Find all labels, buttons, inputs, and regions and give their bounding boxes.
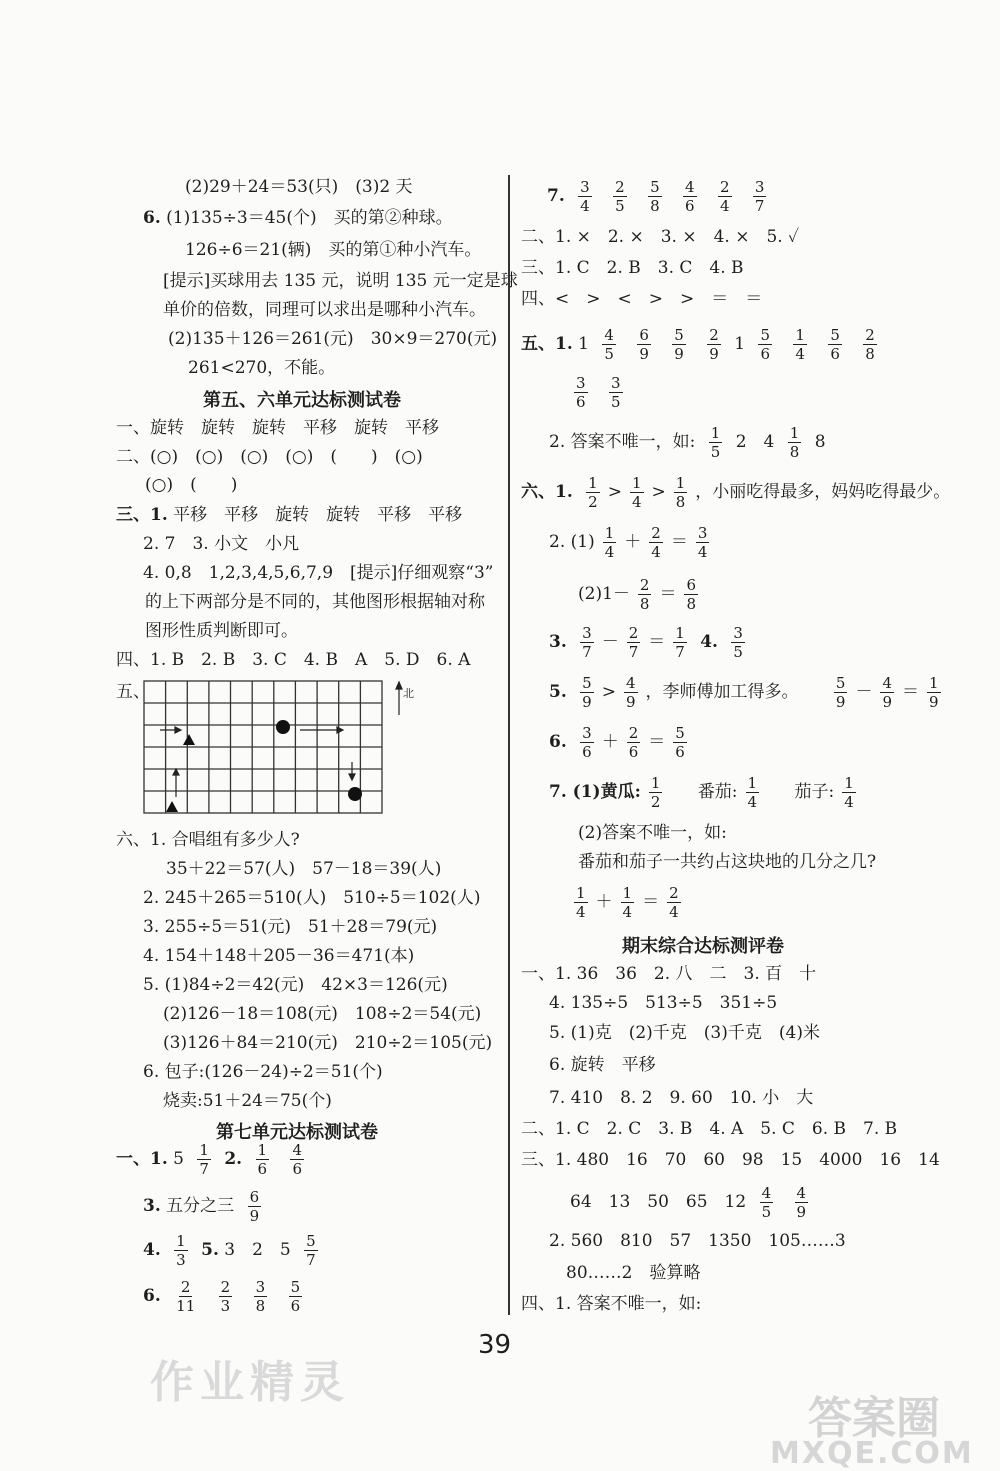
north-arrow-icon: [396, 682, 402, 715]
page-number: 39: [478, 1330, 512, 1360]
text-line: 三、1. C 2. B 3. C 4. B: [521, 258, 744, 278]
item-number: 3.: [143, 1196, 161, 1216]
text-line: 二、1. × 2. × 3. × 4. × 5. ✓: [521, 227, 800, 247]
text-line: 35＋22＝57(人) 57－18＝39(人): [166, 859, 442, 879]
fraction-line: [143, 1188, 269, 1225]
fraction-line: [143, 1232, 326, 1269]
text-line: 六、1. 合唱组有多少人?: [116, 830, 300, 850]
text: 8: [814, 432, 826, 452]
fraction-line: [116, 1141, 312, 1178]
text: 5: [173, 1149, 184, 1169]
fraction-line: [143, 1278, 310, 1315]
text-line: 的上下两部分是不同的，其他图形根据轴对称: [145, 592, 485, 612]
item-number: 五、1.: [521, 334, 573, 354]
fraction: $\frac{6}{9}$: [249, 1188, 260, 1225]
text: 2 4: [735, 432, 775, 452]
text: 平移 平移 旋转 旋转 平移 平移: [173, 505, 463, 525]
text: (1)135÷3＝45(个) 买的第②种球。: [166, 208, 453, 228]
triangle-shape-moved: [183, 734, 195, 745]
fraction: $\frac{1}{6}$: [257, 1141, 268, 1178]
text-line: 烧卖:51＋24＝75(个): [163, 1091, 332, 1111]
text-line: 6. 包子:(126－24)÷2＝51(个): [143, 1062, 383, 1082]
text-line: 2. 7 3. 小文 小凡: [143, 534, 300, 554]
text: 64 13 50 65 12: [570, 1192, 747, 1212]
fraction: $\frac{5}{7}$: [306, 1232, 316, 1269]
translation-grid-diagram: [143, 680, 415, 816]
fraction: $\frac{5}{6}$: [290, 1278, 301, 1315]
text-line: 3. 255÷5＝51(元) 51＋28＝79(元): [143, 917, 438, 937]
text: 2. 答案不唯一，如:: [549, 432, 696, 452]
text-line: 80……2 验算略: [566, 1263, 701, 1283]
fraction-line: $\frac{3}{6}$ $\frac{3}{5}$: [576, 374, 621, 411]
fraction: $\frac{4}{6}$: [292, 1141, 302, 1178]
fraction: $\frac{1}{7}$: [199, 1141, 209, 1178]
text: ，李师傅加工得多。: [645, 682, 799, 702]
fraction-line: (2)1－ $\frac{2}{8}$ ＝ $\frac{6}{8}$: [578, 576, 696, 613]
item-number: 3.: [549, 632, 567, 652]
fraction-line: 五、1. 1 $\frac{4}{5}$ $\frac{6}{9}$ $\frac{5}{9}$ $\frac{2}{9}$ 1 $\frac{5}{6}$ $\frac{1}{4}$ $\frac{5}{6}$ $\frac{2}{8}$: [521, 326, 875, 363]
text-line: 二、(○) (○) (○) (○) ( ) (○): [116, 447, 423, 467]
fraction-line: 64 13 50 65 12 $\frac{4}{5}$ $\frac{4}{9}$: [570, 1184, 807, 1221]
text-line: 261<270，不能。: [188, 358, 336, 378]
item-number: 六、1.: [521, 482, 573, 502]
fraction-line: 2. (1) $\frac{1}{4}$ ＋ $\frac{2}{4}$ ＝ $\frac{3}{4}$: [549, 524, 708, 561]
fraction-line: 六、1. $\frac{1}{2}$ > $\frac{1}{4}$ > $\frac{1}{8}$ ，小丽吃得最多，妈妈吃得最少。: [521, 474, 951, 511]
text: 2. (1): [549, 532, 595, 552]
fraction-line: 2. 答案不唯一，如: $\frac{1}{5}$ 2 4 $\frac{1}{8}$ 8: [549, 424, 826, 461]
text-line: 四、< > < > > ＝ ＝: [521, 289, 763, 309]
item-number: 三、1.: [116, 505, 168, 525]
text-line: 4. 135÷5 513÷5 351÷5: [549, 993, 778, 1013]
fraction: $\frac{1}{3}$: [176, 1232, 186, 1269]
text-line: 四、1. 答案不唯一，如:: [521, 1294, 702, 1314]
text-line: 4. 154＋148＋205－36＝471(本): [143, 946, 415, 966]
section-heading: 第五、六单元达标测试卷: [203, 390, 401, 411]
north-label: 北: [403, 687, 414, 700]
text-line: 二、1. C 2. C 3. B 4. A 5. C 6. B 7. B: [521, 1119, 898, 1139]
text-line: 2. 560 810 57 1350 105……3: [549, 1231, 846, 1251]
fraction-line: 7. (1)黄瓜: $\frac{1}{2}$ 番茄: $\frac{1}{4}$ 茄子: $\frac{1}{4}$: [549, 774, 854, 811]
text-line: 126÷6＝21(辆) 买的第①种小汽车。: [185, 240, 482, 260]
text-line: 5. (1)克 (2)千克 (3)千克 (4)米: [549, 1023, 820, 1043]
column-divider: [508, 175, 510, 1315]
text-line: 6. 旋转 平移: [549, 1055, 656, 1075]
circle-shape-moved: [348, 787, 362, 801]
fraction: $\frac{3}{8}$: [255, 1278, 266, 1315]
text-line: 番茄和茄子一共约占这块地的几分之几?: [578, 852, 877, 872]
text-line: 单价的倍数，同理可以求出是哪种小汽车。: [163, 300, 486, 320]
text-line: 5. (1)84÷2＝42(元) 42×3＝126(元): [143, 975, 448, 995]
text-line: 7. 410 8. 2 9. 60 10. 小 大: [549, 1088, 814, 1108]
item-number: 2.: [224, 1149, 243, 1169]
circle-shape-original: [276, 720, 290, 734]
text-line: (○) ( ): [145, 475, 238, 495]
item-number: 6.: [143, 208, 161, 228]
item-number: 4.: [143, 1240, 161, 1260]
fraction-line: 3. $\frac{3}{7}$ － $\frac{2}{7}$ ＝ $\frac{1}{7}$ 4. $\frac{3}{5}$: [549, 624, 743, 661]
fraction-line: $\frac{1}{4}$ ＋ $\frac{1}{4}$ ＝ $\frac{2}{4}$: [576, 884, 679, 921]
hint-line: [提示]买球用去 135 元，说明 135 元一定是球: [163, 271, 518, 291]
text: 1: [578, 334, 589, 354]
text-line: (3)126＋84＝210(元) 210÷2＝105(元): [163, 1033, 493, 1053]
text: 1: [734, 334, 746, 354]
item-number: 7.: [547, 186, 565, 206]
text: (2)1－: [578, 584, 630, 604]
fraction: $\frac{2}{3}$: [220, 1278, 231, 1315]
fraction-line: 7. $\frac{3}{4}$ $\frac{2}{5}$ $\frac{5}{8}$ $\frac{4}{6}$ $\frac{2}{4}$ $\frac{3}{7}$: [547, 178, 765, 215]
text: ，小丽吃得最多，妈妈吃得最少。: [695, 482, 951, 502]
fraction-line: 5. $\frac{5}{9}$ > $\frac{4}{9}$ ，李师傅加工得多。 $\frac{5}{9}$ － $\frac{4}{9}$ ＝ $\frac{1}{9}$: [549, 674, 939, 711]
text: 7. (1)黄瓜:: [549, 782, 641, 802]
fraction: $\frac{2}{11}$: [176, 1278, 196, 1315]
text: 茄子:: [794, 782, 835, 802]
text-line: 五、: [116, 682, 150, 702]
text-line: 一、1. 36 36 2. 八 二 3. 百 十: [521, 964, 817, 984]
watermark-stamp: 作业精灵: [150, 1357, 350, 1408]
item-number: 5.: [201, 1240, 219, 1260]
text-line: (2)答案不唯一，如:: [578, 823, 727, 843]
text: 番茄:: [697, 782, 738, 802]
watermark-logo: 答案圈: [808, 1393, 940, 1444]
watermark-url: MXQE.COM: [770, 1436, 974, 1471]
text-line: [143, 206, 453, 230]
fraction-line: 6. $\frac{3}{6}$ ＋ $\frac{2}{6}$ ＝ $\frac{5}{6}$: [549, 724, 685, 761]
item-number: 一、1.: [116, 1149, 168, 1169]
item-number: 6.: [143, 1286, 161, 1306]
text-line: 四、1. B 2. B 3. C 4. B A 5. D 6. A: [116, 650, 471, 670]
text-line: 三、1. 480 16 70 60 98 15 4000 16 14: [521, 1150, 940, 1170]
text-line: (2)135＋126＝261(元) 30×9＝270(元): [168, 329, 498, 349]
item-number: 6.: [549, 732, 567, 752]
text-line: (2)126－18＝108(元) 108÷2＝54(元): [163, 1004, 482, 1024]
section-heading: 第七单元达标测试卷: [216, 1122, 378, 1143]
section-heading: 期末综合达标测评卷: [622, 936, 784, 957]
item-number: 4.: [700, 632, 718, 652]
text: 五分之三: [166, 1196, 235, 1216]
text-line: 2. 245＋265＝510(人) 510÷5＝102(人): [143, 888, 481, 908]
item-number: 5.: [549, 682, 567, 702]
triangle-shape-original: [166, 801, 178, 812]
text-line: (2)29＋24＝53(只) (3)2 天: [185, 177, 413, 197]
text-line: 一、旋转 旋转 旋转 平移 旋转 平移: [116, 418, 439, 438]
text-line: [116, 503, 462, 527]
grid-lines: [144, 681, 382, 813]
text-line: 图形性质判断即可。: [145, 621, 298, 641]
text-line: 4. 0,8 1,2,3,4,5,6,7,9 [提示]仔细观察“3”: [143, 563, 494, 583]
text: 3 2 5: [224, 1240, 291, 1260]
